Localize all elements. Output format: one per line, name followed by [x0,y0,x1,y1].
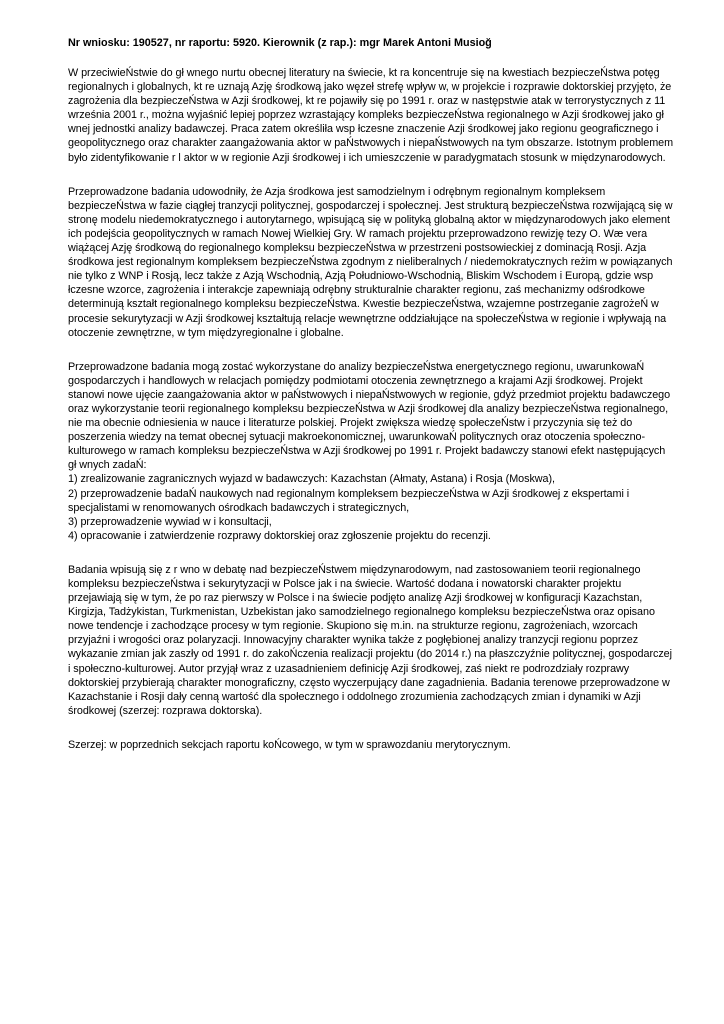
list-item: 2) przeprowadzenie badaŃ naukowych nad regionalnym kompleksem bezpieczeŃstwa w Azji środkowej z ekspertami i specjalistami w renomowanych ośrodkach badawczych i strategicznych, [68,487,630,514]
paragraph-closing: Szerzej: w poprzednich sekcjach raportu koŃcowego, w tym w sprawozdaniu merytorycznym. [68,738,511,751]
list-item: 4) opracowanie i zatwierdzenie rozprawy doktorskiej oraz zgłoszenie projektu do recenzji. [68,529,491,542]
report-header: Nr wniosku: 190527, nr raportu: 5920. Kierownik (z rap.): mgr Marek Antoni Musioğ [68,37,492,49]
task-list [68,472,676,542]
paragraph-innovation: Badania wpisują się z r wno w debatę nad bezpieczeŃstwem międzynarodowym, nad zastosowaniem teorii regionalnego kompleksu bezpieczeŃstwa i sekurytyzacji w Polsce jak i na świecie. Wartość dodana i nowatorski charakter projektu przejawiają się w tym, że po raz pierwszy w Polsce i na świecie podjęto analizę Azji środkowej w konfiguracji Kazachstan, Kirgizja, Tadżykistan, Turkmenistan, Uzbekistan jako samodzielnego regionalnego kompleksu bezpieczeŃstwa oraz opisano nowe tendencje i zachodzące procesy w tym regionie. Skupiono się m.in. na strukturze regionu, zagrożeniach, wzorcach przyjaźni i wrogości oraz polaryzacji. Innowacyjny charakter wynika także z pogłębionej analizy tranzycji regionu poprzez wykazanie zmian jak zaszły od 1991 r. do zakoŃczenia realizacji projektu (do 2014 r.) na płaszczyźnie politycznej, gospodarczej i społeczno-kulturowej. Autor przyjął wraz z uzasadnieniem definicję Azji środkowej, zaś niekt re podrozdziały rozprawy doktorskiej przybierają charakter monograficzny, często wyczerpujący dane zagadnienia. Badania terenowe przeprowadzone w Kazachstanie i Rosji dały cenną wartość dla społecznego i oddolnego zrozumienia zachodzących zmian i dynamiki w Azji środkowej (szerzej: rozprawa doktorska). [68,563,672,717]
paragraph-findings: Przeprowadzone badania udowodniły, że Azja środkowa jest samodzielnym i odrębnym regionalnym kompleksem bezpieczeŃstwa w fazie ciągłej tranzycji politycznej, gospodarczej i społecznej. Jest strukturą bezpieczeŃstwa rozwijającą się w stronę modelu niedemokratycznego i autorytarnego, wpisującą się w polityką globalną aktor w międzynarodowych jako element ich podejścia geopolitycznych w ramach Nowej Wielkiej Gry. W ramach projektu przeprowadzono rewizję tezy O. Wæ vera wiążącej Azję środkową do regionalnego kompleksu bezpieczeŃstwa w przestrzeni postsowieckiej z dominacją Rosji. Azja środkowa jest regionalnym kompleksem bezpieczeŃstwa zgodnym z nieliberalnych / niedemokratycznych reżim w powiązanych nie tylko z WNP i Rosją, lecz także z Azją Wschodnią, Azją Południowo-Wschodnią, Bliskim Wschodem i Europą, gdzie wsp łczesne wzorce, zagrożenia i interakcje zapewniają odrębny strukturalnie charakter regionu, zaś mechanizmy odśrodkowe determinują kształt regionalnego kompleksu bezpieczeŃstwa. Kwestie bezpieczeŃstwa, wzajemne postrzeganie zagrożeŃ w procesie sekurytyzacji w Azji środkowej kształtują relacje wewnętrzne oddziałujące na społeczeŃstwa w regionie i wpływają na otoczenie zewnętrzne, w tym międzyregionalne i globalne. [68,185,673,339]
list-item: 1) zrealizowanie zagranicznych wyjazd w badawczych: Kazachstan (Ałmaty, Astana) i Rosja (Moskwa), [68,473,556,486]
list-item: 3) przeprowadzenie wywiad w i konsultacji, [68,515,272,528]
report-page [68,36,676,752]
paragraph-applications: Przeprowadzone badania mogą zostać wykorzystane do analizy bezpieczeŃstwa energetycznego regionu, uwarunkowaŃ gospodarczych i handlowych w relacjach pomiędzy podmiotami otoczenia zewnętrznego a krajami Azji środkowej. Projekt stanowi nowe ujęcie zaangażowania aktor w paŃstwowych i niepaŃstwowych w regionie, gdyż przedmiot projektu badawczego oraz wykorzystanie teorii regionalnego kompleksu bezpieczeŃstwa w Azji środkowej dla analizy bezpieczeŃstwa regionalnego, nie ma obecnie odniesienia w nauce i literaturze polskiej. Projekt zwiększa wiedzę społeczeŃstw i przyczynia się też do poszerzenia wiedzy na temat obecnej sytuacji makroekonomicznej, uwarunkowaŃ politycznych oraz otoczenia społeczno-kulturowego w ramach kompleksu bezpieczeŃstwa w Azji środkowej po 1991 r. Projekt badawczy stanowi efekt następujących gł wnych zadaŃ: [68,360,671,472]
paragraph-intro: W przeciwieŃstwie do gł wnego nurtu obecnej literatury na świecie, kt ra koncentruje się na kwestiach bezpieczeŃstwa potęg regionalnych i globalnych, kt re uznają Azję środkową jako węzeł strefę wpływ w, w projekcie i rozprawie doktorskiej przyjęto, że zagrożenia dla bezpieczeŃstwa w Azji środkowej, kt re pojawiły się po 1991 r. oraz w następstwie atak w terrorystycznych z 11 września 2001 r., można wyjaśnić lepiej poprzez wzrastający kompleks bezpieczeŃstwa regionalnego w Azji środkowej jako gł wnej jednostki analizy badawczej. Praca zatem określiła wsp łczesne znaczenie Azji środkowej jako regionu geograficznego i geopolitycznego oraz charakter zaangażowania aktor w paŃstwowych i niepaŃstwowych na tym obszarze. Istotnym problemem było zidentyfikowanie r l aktor w w regionie Azji środkowej i ich umieszczenie w paradygmatach stosunk w międzynarodowych. [68,67,674,164]
